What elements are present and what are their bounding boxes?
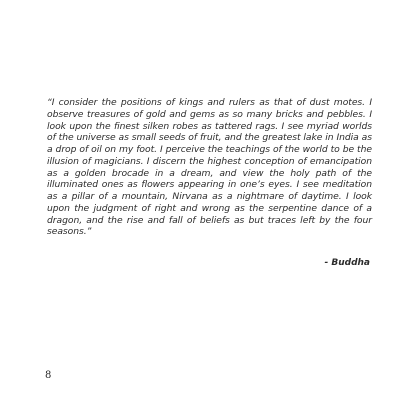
quote-text: “I consider the positions of kings and rulers as that of dust motes. I observe treasures of gold and gems as so many bricks and pebbles. I look upon the finest silken robes as tattered rags. I see myriad worlds of the universe as small seeds of fruit, and the greatest lake in India as a drop of oil on my foot. I perceive the teachings of the world to be the illusion of magicians. I discern the highest conception of emancipation as a golden brocade in a dream, and view the holy path of the illuminated ones as flowers appearing in one’s eyes. I see meditation as a pillar of a mountain, Nirvana as a nightmare of daytime. I look upon the judgment of right and wrong as the serpentine dance of a dragon, and the rise and fall of beliefs as but traces left by the four seasons.” <box>47 97 372 238</box>
quote-block <box>47 97 372 238</box>
page-number: 8 <box>45 370 52 381</box>
quote-attribution: - Buddha <box>324 258 370 268</box>
